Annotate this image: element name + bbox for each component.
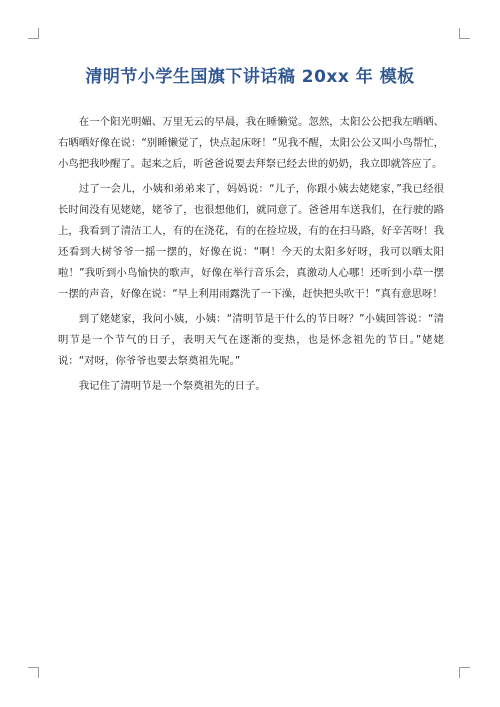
document-body — [58, 112, 444, 401]
paragraph-1: 在一个阳光明媚、万里无云的早晨，我在睡懒觉。忽然，太阳公公把我左晒晒、右晒晒好像在说：“别睡懒觉了，快点起床呀！”见我不醒，太阳公公又叫小鸟帮忙，小鸟把我吵醒了。起来之后，听爸爸说要去拜祭已经去世的奶奶，我立即就答应了。 — [58, 116, 444, 170]
crop-mark-bottom-right — [459, 667, 470, 678]
paragraph-3: 到了姥姥家，我问小姨，小姨：“清明节是干什么的节日呀？”小姨回答说：“清明节是一个节气的日子，表明天气在逐渐的变热，也是怀念祖先的节日。”姥姥说：“对呀，你爷爷也要去祭奠祖先呢。” — [58, 313, 444, 367]
crop-mark-top-right — [459, 28, 470, 39]
crop-mark-bottom-left — [28, 667, 39, 678]
crop-mark-top-left — [28, 28, 39, 39]
paragraph-2: 过了一会儿，小姨和弟弟来了，妈妈说：“儿子，你跟小姨去姥姥家，”我已经很长时间没有见姥姥，姥爷了，也很想他们，就同意了。爸爸用车送我们，在行驶的路上，我看到了清洁工人，有的在浇花，有的在捡垃圾，有的在扫马路，好辛苦呀！我还看到大树爷爷一摇一摆的，好像在说：“啊！今天的太阳多好呀，我可以晒太阳啦！”我听到小鸟愉快的歌声，好像在举行音乐会，真激动人心哪！还听到小草一摆一摆的声音，好像在说：“早上利用雨露洗了一下澡，赶快把头吹干！”真有意思呀！ — [58, 183, 444, 300]
paragraph-4: 我记住了清明节是一个祭奠祖先的日子。 — [78, 380, 266, 392]
document-title: 清明节小学生国旗下讲话稿 20xx 年 模板 — [85, 67, 415, 87]
